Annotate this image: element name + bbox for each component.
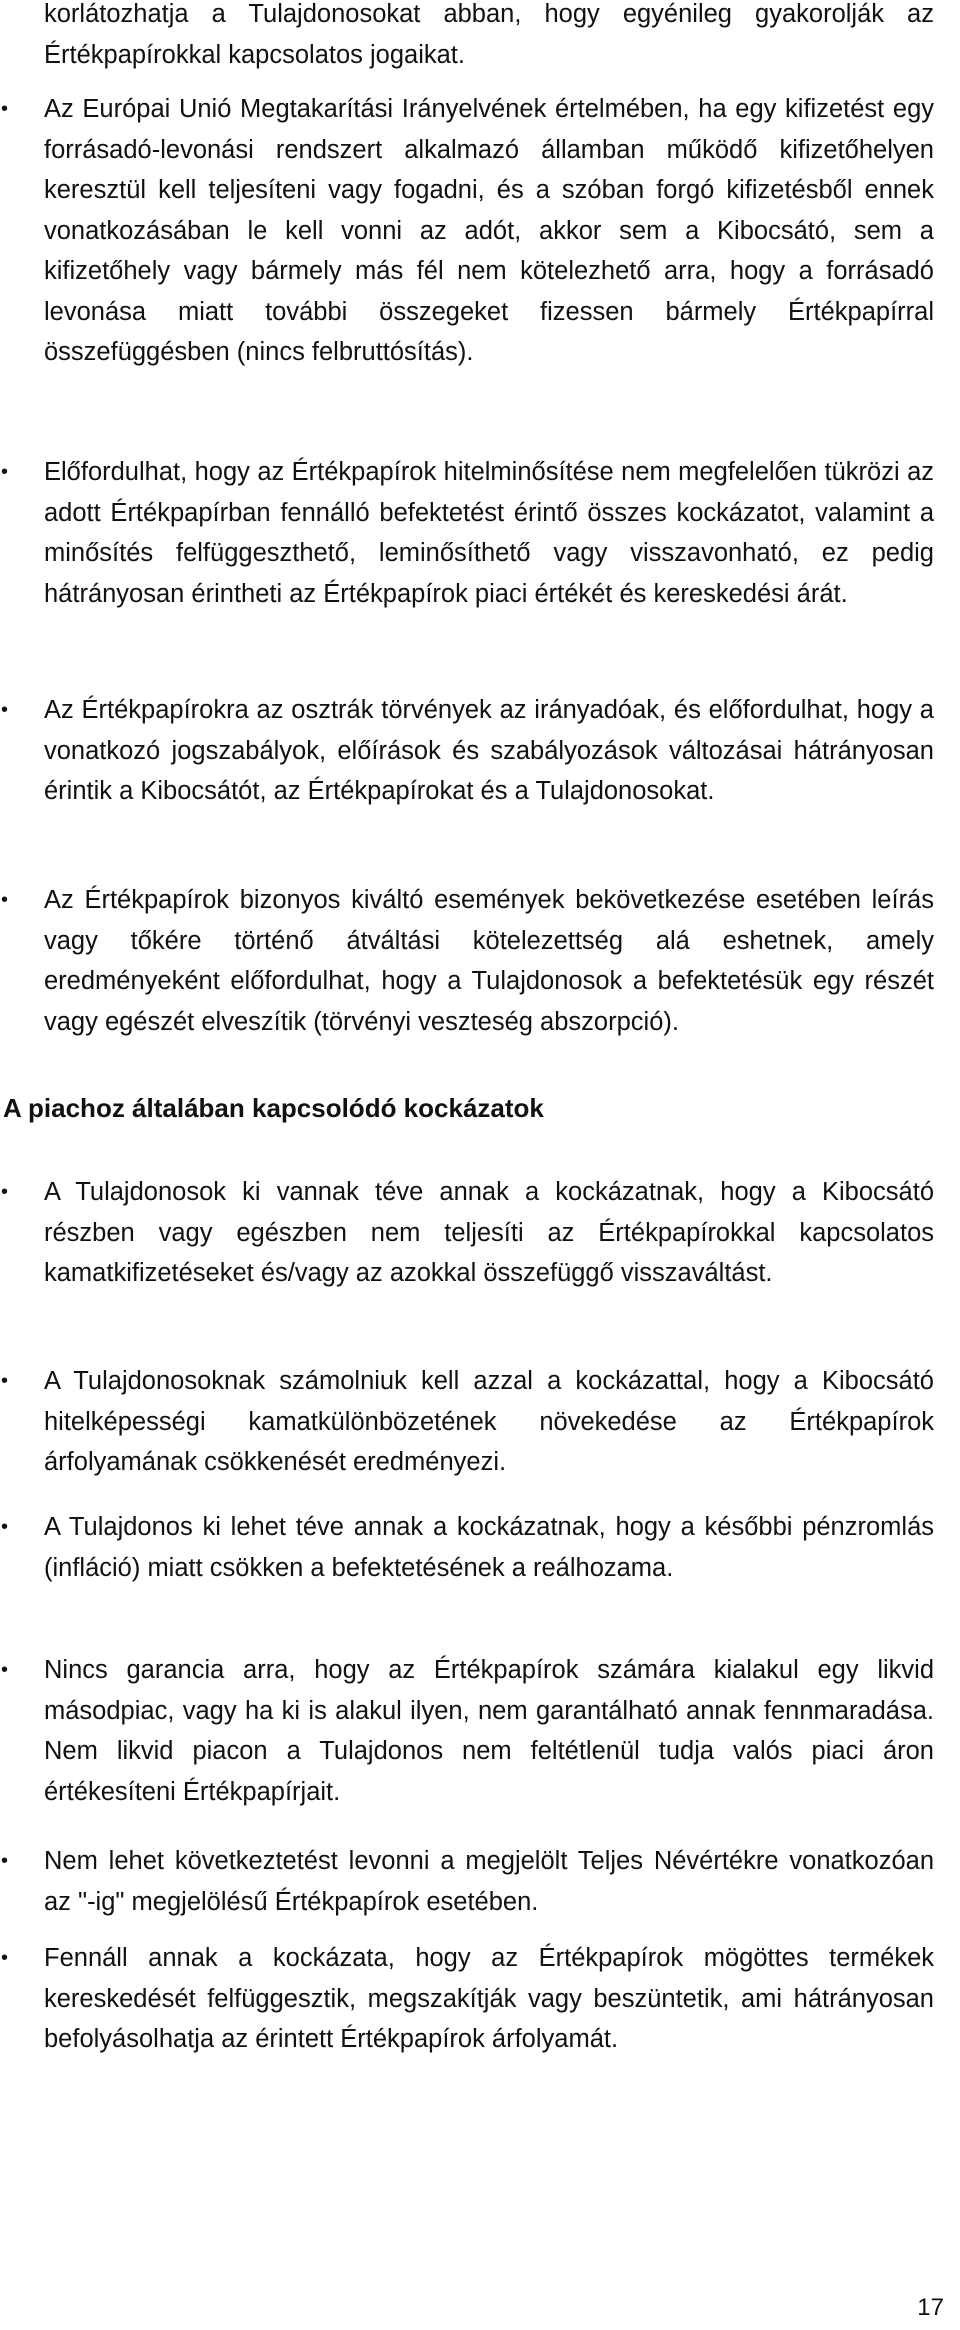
list-item [1,690,934,812]
section-heading: A piachoz általában kapcsolódó kockázatok [3,1093,544,1123]
list-item-text: A Tulajdonos ki lehet téve annak a kockázatnak, hogy a későbbi pénzromlás (infláció) miatt csökken a befektetésének a reálhozama. [44,1513,934,1582]
bullet-icon: • [1,699,9,721]
list-item-text: Előfordulhat, hogy az Értékpapírok hitelminősítése nem megfelelően tükrözi az adott Értékpapírban fennálló befektetést érintő összes kockázatot, valamint a minősítés felfüggeszthető, leminősíthető vagy visszavonható, ez pedig hátrányosan érintheti az Értékpapírok piaci értékét és kereskedési árát. [44,458,934,608]
list-item-text: A Tulajdonosoknak számolniuk kell azzal a kockázattal, hogy a Kibocsátó hitelképességi kamatkülönbözetének növekedése az Értékpapírok árfolyamának csökkenését eredményezi. [44,1367,934,1476]
list-item [1,1841,934,1922]
risk-list-2c [1,1507,934,1588]
list-item-text: Az Értékpapírok bizonyos kiváltó események bekövetkezése esetében leírás vagy tőkére történő átváltási kötelezettség alá eshetnek, amely eredményeként előfordulhat, hogy a Tulajdonosok a befektetésük egy részét vagy egészét elveszítik (törvényi veszteség abszorpció). [44,886,934,1036]
list-item [1,1172,934,1294]
list-item-text: Az Értékpapírokra az osztrák törvények az irányadóak, és előfordulhat, hogy a vonatkozó jogszabályok, előírások és szabályozások változásai hátrányosan érintik a Kibocsátót, az Értékpapírokat és a Tulajdonosokat. [44,696,934,805]
bullet-icon: • [1,1659,9,1681]
risk-list-2 [1,1172,934,1294]
list-item [1,1507,934,1588]
risk-list-2b [1,1361,934,1483]
list-item [1,1650,934,1812]
list-item [1,1361,934,1483]
bullet-icon: • [1,1947,9,1969]
risk-list-1c [1,690,934,812]
intro-paragraph: korlátozhatja a Tulajdonosokat abban, hogy egyénileg gyakorolják az Értékpapírokkal kapcsolatos jogaikat. [44,0,934,69]
bullet-icon: • [1,1181,9,1203]
bullet-icon: • [1,889,9,911]
list-item-text: Fennáll annak a kockázata, hogy az Értékpapírok mögöttes termékek kereskedését felfüggesztik, megszakítják vagy beszüntetik, ami hátrányosan befolyásolhatja az érintett Értékpapírok árfolyamát. [44,1944,934,2053]
list-item-text: Az Európai Unió Megtakarítási Irányelvének értelmében, ha egy kifizetést egy forrásadó-levonási rendszert alkalmazó államban működő kifizetőhelyen keresztül kell teljesíteni vagy fogadni, és a szóban forgó kifizetésből ennek vonatkozásában le kell vonni az adót, akkor sem a Kibocsátó, sem a kifizetőhely vagy bármely más fél nem kötelezhető arra, hogy a forrásadó levonása miatt további összegeket fizessen bármely Értékpapírral összefüggésben (nincs felbruttósítás). [44,95,934,366]
list-item [1,89,934,373]
list-item [1,880,934,1042]
list-item-text: Nincs garancia arra, hogy az Értékpapírok számára kialakul egy likvid másodpiac, vagy ha ki is alakul ilyen, nem garantálható annak fennmaradása. Nem likvid piacon a Tulajdonos nem feltétlenül tudja valós piaci áron értékesíteni Értékpapírjait. [44,1656,934,1806]
risk-list-2d [1,1650,934,1812]
risk-list-2f [1,1938,934,2060]
list-item-text: Nem lehet következtetést levonni a megjelölt Teljes Névértékre vonatkozóan az "-ig" megjelölésű Értékpapírok esetében. [44,1847,934,1916]
bullet-icon: • [1,1516,9,1538]
risk-list-1b [1,452,934,614]
list-item [1,1938,934,2060]
list-item [1,452,934,614]
list-item-text: A Tulajdonosok ki vannak téve annak a kockázatnak, hogy a Kibocsátó részben vagy egészben nem teljesíti az Értékpapírokkal kapcsolatos kamatkifizetéseket és/vagy az azokkal összefüggő visszaváltást. [44,1178,934,1287]
risk-list-1 [1,89,934,373]
risk-list-2e [1,1841,934,1922]
bullet-icon: • [1,98,9,120]
bullet-icon: • [1,1850,9,1872]
risk-list-1d [1,880,934,1042]
bullet-icon: • [1,461,9,483]
page-number: 17 [917,2294,944,2321]
bullet-icon: • [1,1370,9,1392]
